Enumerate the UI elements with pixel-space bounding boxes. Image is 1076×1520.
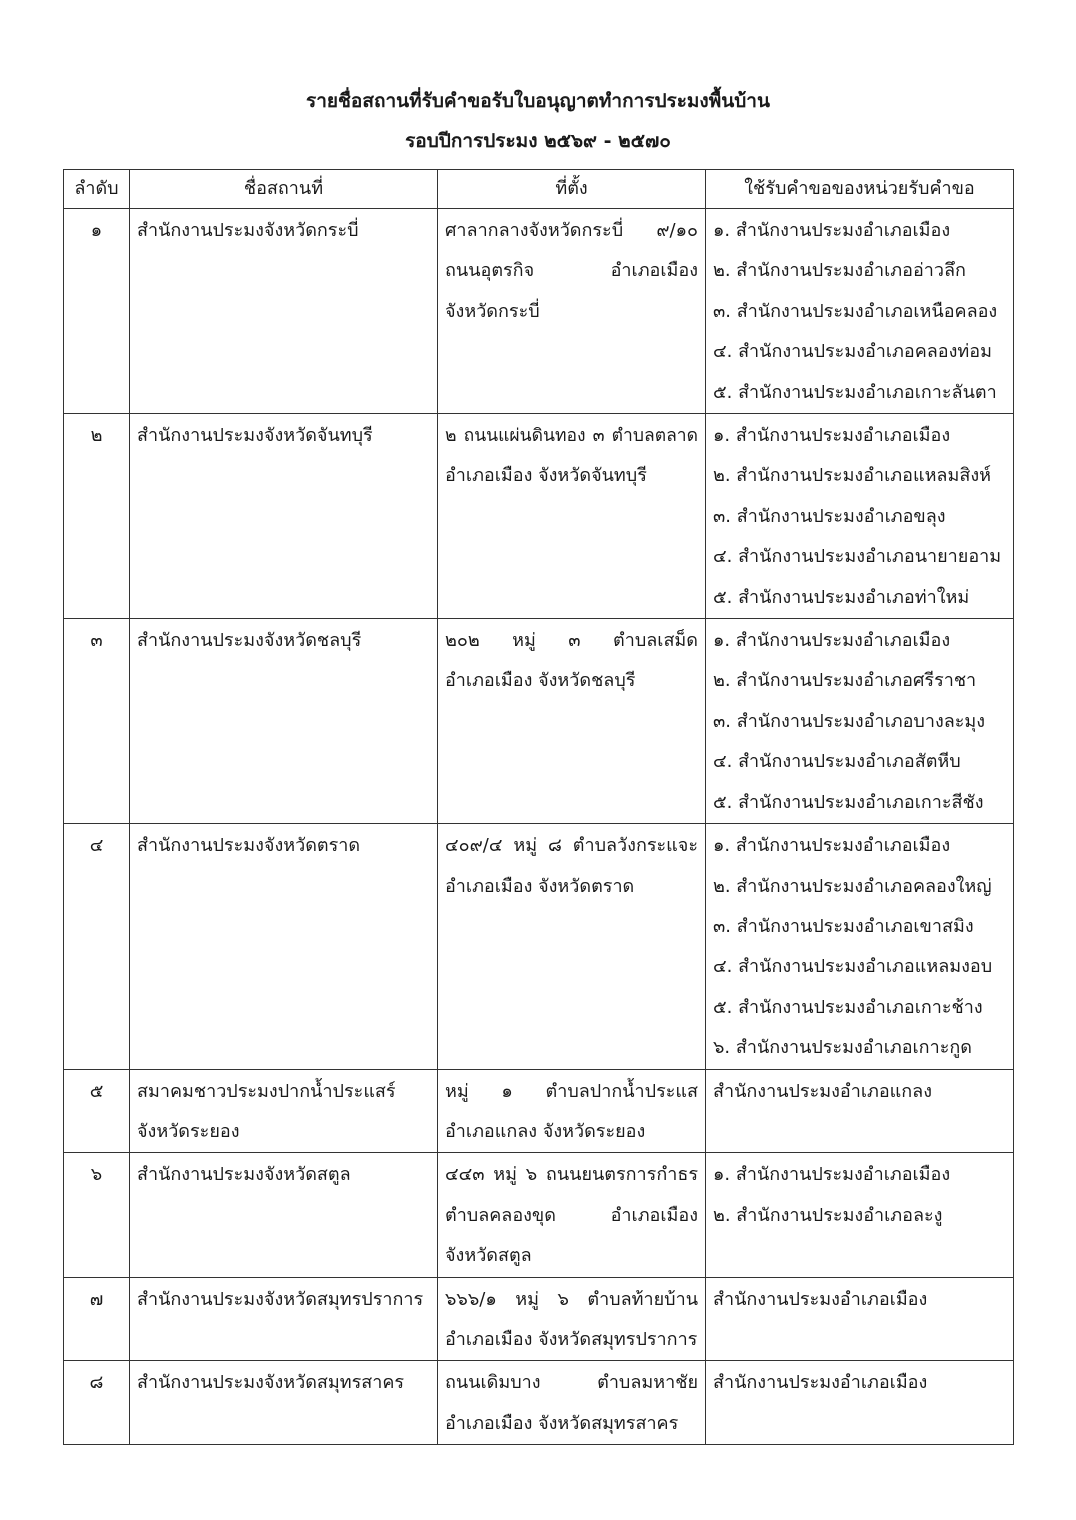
receiving-offices	[706, 824, 1014, 1069]
receiving-offices-line: ๔. สำนักงานประมงอำเภอนายายอาม	[713, 546, 1002, 568]
row-number: ๖	[64, 1153, 130, 1277]
location-address	[438, 1069, 706, 1153]
header-no: ลำดับ	[64, 170, 130, 209]
location-name-line: สำนักงานประมงจังหวัดจันทบุรี	[137, 425, 373, 447]
location-address-line: อำเภอเมือง จังหวัดชลบุรี	[445, 670, 636, 692]
receiving-offices-line: ๒. สำนักงานประมงอำเภอละงู	[713, 1204, 943, 1226]
location-name-line: สำนักงานประมงจังหวัดสมุทรปราการ	[137, 1288, 424, 1310]
location-address-line: ถนนอุตรกิจ อำเภอเมือง	[445, 260, 698, 282]
receiving-offices-line: ๒. สำนักงานประมงอำเภอศรีราชา	[713, 670, 977, 692]
receiving-offices-line: ๑. สำนักงานประมงอำเภอเมือง	[713, 1164, 951, 1186]
receiving-offices	[706, 1277, 1014, 1361]
location-name	[130, 209, 438, 414]
location-address	[438, 824, 706, 1069]
location-address-line: ๔๐๙/๔ หมู่ ๘ ตำบลวังกระแจะ	[445, 835, 698, 857]
table-row	[64, 824, 1014, 1069]
receiving-offices-line: ๓. สำนักงานประมงอำเภอขลุง	[713, 505, 946, 527]
row-number: ๑	[64, 209, 130, 414]
location-name-line: สำนักงานประมงจังหวัดตราด	[137, 835, 361, 857]
receiving-offices	[706, 1069, 1014, 1153]
location-address-line: ๔๔๓ หมู่ ๖ ถนนยนตรการกำธร	[445, 1164, 698, 1186]
table-row	[64, 1361, 1014, 1445]
location-address-line: จังหวัดสตูล	[445, 1245, 532, 1267]
location-name	[130, 1069, 438, 1153]
location-name-line: จังหวัดระยอง	[137, 1120, 240, 1142]
row-number: ๘	[64, 1361, 130, 1445]
receiving-offices	[706, 619, 1014, 824]
receiving-offices-line: ๕. สำนักงานประมงอำเภอเกาะลันตา	[713, 381, 997, 403]
row-number: ๔	[64, 824, 130, 1069]
receiving-offices-line: ๑. สำนักงานประมงอำเภอเมือง	[713, 630, 951, 652]
location-address	[438, 619, 706, 824]
receiving-offices-line: ๖. สำนักงานประมงอำเภอเกาะกูด	[713, 1037, 972, 1059]
location-address	[438, 1153, 706, 1277]
table-row	[64, 1069, 1014, 1153]
document-title: รายชื่อสถานที่รับคำขอรับใบอนุญาตทำการประมงพื้นบ้าน	[306, 90, 770, 112]
location-address	[438, 414, 706, 619]
header-name: ชื่อสถานที่	[130, 170, 438, 209]
receiving-offices-line: ๓. สำนักงานประมงอำเภอบางละมุง	[713, 710, 986, 732]
location-name	[130, 1361, 438, 1445]
receiving-offices-line: ๓. สำนักงานประมงอำเภอเขาสมิง	[713, 915, 974, 937]
location-address-line: อำเภอเมือง จังหวัดจันทบุรี	[445, 465, 647, 487]
location-address-line: ๖๖๖/๑ หมู่ ๖ ตำบลท้ายบ้าน	[445, 1288, 698, 1310]
location-address	[438, 1277, 706, 1361]
receiving-offices-line: ๔. สำนักงานประมงอำเภอคลองท่อม	[713, 341, 992, 363]
location-address	[438, 209, 706, 414]
receiving-offices-line: ๑. สำนักงานประมงอำเภอเมือง	[713, 835, 951, 857]
location-name-line: สำนักงานประมงจังหวัดสตูล	[137, 1164, 351, 1186]
receiving-offices-line: สำนักงานประมงอำเภอแกลง	[713, 1080, 932, 1102]
receiving-offices-line: ๓. สำนักงานประมงอำเภอเหนือคลอง	[713, 300, 998, 322]
table-row	[64, 209, 1014, 414]
document-subtitle: รอบปีการประมง ๒๕๖๙ - ๒๕๗๐	[405, 130, 671, 152]
location-address-line: ถนนเดิมบาง ตำบลมหาชัย	[445, 1372, 698, 1394]
row-number: ๒	[64, 414, 130, 619]
header-offices: ใช้รับคำขอของหน่วยรับคำขอ	[706, 170, 1014, 209]
table-row	[64, 1153, 1014, 1277]
receiving-offices-line: ๒. สำนักงานประมงอำเภอคลองใหญ่	[713, 875, 992, 897]
receiving-offices	[706, 414, 1014, 619]
location-address	[438, 1361, 706, 1445]
location-address-line: อำเภอเมือง จังหวัดตราด	[445, 875, 635, 897]
location-name-line: สมาคมชาวประมงปากน้ำประแสร์	[137, 1080, 396, 1102]
location-name	[130, 414, 438, 619]
location-address-line: อำเภอแกลง จังหวัดระยอง	[445, 1120, 646, 1142]
registration-table	[63, 169, 1014, 1445]
receiving-offices	[706, 209, 1014, 414]
location-address-line: จังหวัดกระบี่	[445, 300, 540, 322]
location-address-line: อำเภอเมือง จังหวัดสมุทรปราการ	[445, 1328, 698, 1350]
location-name	[130, 619, 438, 824]
receiving-offices-line: ๒. สำนักงานประมงอำเภออ่าวลึก	[713, 260, 966, 282]
location-address-line: ๒ ถนนแผ่นดินทอง ๓ ตำบลตลาด	[445, 426, 698, 447]
location-name	[130, 1277, 438, 1361]
location-name	[130, 1153, 438, 1277]
location-name	[130, 824, 438, 1069]
table-header-row	[64, 170, 1014, 209]
location-address-line: ๒๐๒ หมู่ ๓ ตำบลเสม็ด	[445, 630, 698, 652]
header-location: ที่ตั้ง	[438, 170, 706, 209]
receiving-offices	[706, 1153, 1014, 1277]
receiving-offices-line: ๔. สำนักงานประมงอำเภอสัตหีบ	[713, 751, 961, 773]
receiving-offices-line: สำนักงานประมงอำเภอเมือง	[713, 1372, 928, 1394]
receiving-offices	[706, 1361, 1014, 1445]
location-name-line: สำนักงานประมงจังหวัดกระบี่	[137, 220, 359, 241]
receiving-offices-line: ๑. สำนักงานประมงอำเภอเมือง	[713, 220, 951, 241]
location-address-line: ศาลากลางจังหวัดกระบี่ ๙/๑๐	[445, 220, 698, 241]
receiving-offices-line: ๕. สำนักงานประมงอำเภอท่าใหม่	[713, 586, 970, 608]
receiving-offices-line: ๒. สำนักงานประมงอำเภอแหลมสิงห์	[713, 465, 991, 487]
location-address-line: หมู่ ๑ ตำบลปากน้ำประแส	[445, 1080, 698, 1102]
table-row	[64, 1277, 1014, 1361]
receiving-offices-line: ๔. สำนักงานประมงอำเภอแหลมงอบ	[713, 956, 993, 978]
table-row	[64, 619, 1014, 824]
receiving-offices-line: สำนักงานประมงอำเภอเมือง	[713, 1288, 928, 1310]
location-name-line: สำนักงานประมงจังหวัดชลบุรี	[137, 630, 362, 652]
location-address-line: ตำบลคลองขุด อำเภอเมือง	[445, 1204, 698, 1226]
row-number: ๗	[64, 1277, 130, 1361]
table-row	[64, 414, 1014, 619]
table-body	[64, 209, 1014, 1445]
location-name-line: สำนักงานประมงจังหวัดสมุทรสาคร	[137, 1372, 405, 1394]
receiving-offices-line: ๕. สำนักงานประมงอำเภอเกาะสีชัง	[713, 791, 984, 813]
row-number: ๓	[64, 619, 130, 824]
row-number: ๕	[64, 1069, 130, 1153]
receiving-offices-line: ๕. สำนักงานประมงอำเภอเกาะช้าง	[713, 996, 983, 1018]
receiving-offices-line: ๑. สำนักงานประมงอำเภอเมือง	[713, 425, 951, 447]
location-address-line: อำเภอเมือง จังหวัดสมุทรสาคร	[445, 1412, 679, 1434]
